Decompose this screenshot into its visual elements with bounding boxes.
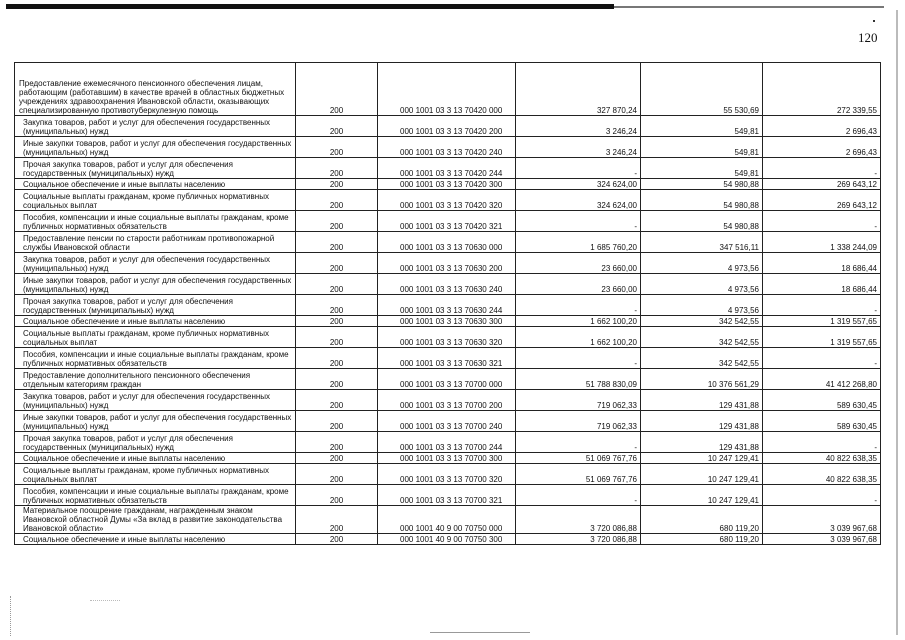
row-code-cell: 200	[296, 190, 378, 211]
row-remaining-cell: 1 319 557,65	[763, 327, 881, 348]
row-kbk-cell: 000 1001 03 3 13 70630 200	[378, 253, 516, 274]
row-approved-cell: 324 624,00	[516, 190, 641, 211]
row-code-cell: 200	[296, 295, 378, 316]
row-executed-cell: 4 973,56	[641, 253, 763, 274]
row-name-cell: Социальное обеспечение и иные выплаты населению	[15, 534, 296, 545]
row-approved-cell: -	[516, 432, 641, 453]
row-approved-cell: 719 062,33	[516, 411, 641, 432]
table-row	[15, 63, 881, 116]
table-row	[15, 295, 881, 316]
row-name-cell: Иные закупки товаров, работ и услуг для обеспечения государственных (муниципальных) нужд	[15, 274, 296, 295]
table-row	[15, 211, 881, 232]
row-remaining-cell: 40 822 638,35	[763, 453, 881, 464]
row-kbk-cell: 000 1001 03 3 13 70420 300	[378, 179, 516, 190]
table-row	[15, 158, 881, 179]
table-row	[15, 232, 881, 253]
row-approved-cell: 1 662 100,20	[516, 316, 641, 327]
row-code-cell: 200	[296, 327, 378, 348]
row-kbk-cell: 000 1001 03 3 13 70700 320	[378, 464, 516, 485]
row-remaining-cell: 18 686,44	[763, 253, 881, 274]
row-executed-cell: 347 516,11	[641, 232, 763, 253]
row-name-cell: Пособия, компенсации и иные социальные выплаты гражданам, кроме публичных нормативных обязательств	[15, 211, 296, 232]
row-kbk-cell: 000 1001 40 9 00 70750 000	[378, 506, 516, 534]
row-code-cell: 200	[296, 369, 378, 390]
row-code-cell: 200	[296, 211, 378, 232]
row-code-cell: 200	[296, 453, 378, 464]
row-approved-cell: -	[516, 158, 641, 179]
row-remaining-cell: 41 412 268,80	[763, 369, 881, 390]
row-kbk-cell: 000 1001 03 3 13 70700 200	[378, 390, 516, 411]
row-kbk-cell: 000 1001 03 3 13 70630 320	[378, 327, 516, 348]
row-kbk-cell: 000 1001 03 3 13 70630 244	[378, 295, 516, 316]
row-executed-cell: 129 431,88	[641, 411, 763, 432]
row-code-cell: 200	[296, 348, 378, 369]
bottom-rule-dotted	[90, 600, 120, 602]
row-approved-cell: -	[516, 348, 641, 369]
row-kbk-cell: 000 1001 03 3 13 70630 000	[378, 232, 516, 253]
row-executed-cell: 10 376 561,29	[641, 369, 763, 390]
row-code-cell: 200	[296, 506, 378, 534]
row-approved-cell: -	[516, 485, 641, 506]
row-code-cell: 200	[296, 534, 378, 545]
row-name-cell: Закупка товаров, работ и услуг для обеспечения государственных (муниципальных) нужд	[15, 116, 296, 137]
row-executed-cell: 342 542,55	[641, 316, 763, 327]
row-kbk-cell: 000 1001 03 3 13 70420 200	[378, 116, 516, 137]
table-row	[15, 453, 881, 464]
row-code-cell: 200	[296, 316, 378, 327]
row-kbk-cell: 000 1001 03 3 13 70700 321	[378, 485, 516, 506]
row-approved-cell: 51 069 767,76	[516, 453, 641, 464]
page-edge	[896, 10, 898, 635]
row-remaining-cell: 3 039 967,68	[763, 534, 881, 545]
row-approved-cell: 327 870,24	[516, 63, 641, 116]
row-code-cell: 200	[296, 464, 378, 485]
row-executed-cell: 549,81	[641, 116, 763, 137]
row-approved-cell: 51 069 767,76	[516, 464, 641, 485]
row-executed-cell: 680 119,20	[641, 506, 763, 534]
row-code-cell: 200	[296, 63, 378, 116]
row-name-cell: Предоставление пенсии по старости работникам противопожарной службы Ивановской области	[15, 232, 296, 253]
bottom-rule	[430, 632, 530, 633]
row-kbk-cell: 000 1001 03 3 13 70420 244	[378, 158, 516, 179]
table-row	[15, 369, 881, 390]
row-approved-cell: 3 720 086,88	[516, 506, 641, 534]
table-row	[15, 348, 881, 369]
table-row	[15, 390, 881, 411]
top-border-line	[614, 6, 884, 8]
scan-dot	[873, 20, 875, 22]
row-executed-cell: 680 119,20	[641, 534, 763, 545]
table-row	[15, 327, 881, 348]
row-kbk-cell: 000 1001 03 3 13 70700 240	[378, 411, 516, 432]
row-remaining-cell: 3 039 967,68	[763, 506, 881, 534]
table-row	[15, 534, 881, 545]
row-approved-cell: 719 062,33	[516, 390, 641, 411]
row-approved-cell: 1 685 760,20	[516, 232, 641, 253]
row-executed-cell: 129 431,88	[641, 390, 763, 411]
row-code-cell: 200	[296, 390, 378, 411]
row-approved-cell: 1 662 100,20	[516, 327, 641, 348]
row-kbk-cell: 000 1001 03 3 13 70420 320	[378, 190, 516, 211]
row-approved-cell: 3 720 086,88	[516, 534, 641, 545]
row-name-cell: Социальное обеспечение и иные выплаты населению	[15, 316, 296, 327]
row-name-cell: Закупка товаров, работ и услуг для обеспечения государственных (муниципальных) нужд	[15, 390, 296, 411]
row-remaining-cell: 589 630,45	[763, 390, 881, 411]
row-remaining-cell: -	[763, 158, 881, 179]
budget-table	[14, 62, 881, 545]
row-executed-cell: 54 980,88	[641, 190, 763, 211]
row-kbk-cell: 000 1001 03 3 13 70630 321	[378, 348, 516, 369]
table-row	[15, 464, 881, 485]
table-row	[15, 506, 881, 534]
row-executed-cell: 342 542,55	[641, 327, 763, 348]
row-approved-cell: 23 660,00	[516, 274, 641, 295]
row-executed-cell: 55 530,69	[641, 63, 763, 116]
row-remaining-cell: -	[763, 485, 881, 506]
row-kbk-cell: 000 1001 03 3 13 70630 240	[378, 274, 516, 295]
row-remaining-cell: -	[763, 348, 881, 369]
row-kbk-cell: 000 1001 03 3 13 70420 240	[378, 137, 516, 158]
row-kbk-cell: 000 1001 03 3 13 70700 300	[378, 453, 516, 464]
row-code-cell: 200	[296, 411, 378, 432]
row-name-cell: Материальное поощрение гражданам, награжденным знаком Ивановской областной Думы «За вклад в развитие законодательства Ивановской области»	[15, 506, 296, 534]
row-name-cell: Социальные выплаты гражданам, кроме публичных нормативных социальных выплат	[15, 464, 296, 485]
row-name-cell: Прочая закупка товаров, работ и услуг для обеспечения государственных (муниципальных) нужд	[15, 295, 296, 316]
row-code-cell: 200	[296, 485, 378, 506]
row-approved-cell: -	[516, 295, 641, 316]
table-row	[15, 485, 881, 506]
row-executed-cell: 129 431,88	[641, 432, 763, 453]
row-remaining-cell: 1 338 244,09	[763, 232, 881, 253]
table-row	[15, 190, 881, 211]
row-remaining-cell: 589 630,45	[763, 411, 881, 432]
row-code-cell: 200	[296, 232, 378, 253]
row-remaining-cell: 18 686,44	[763, 274, 881, 295]
table-row	[15, 432, 881, 453]
row-executed-cell: 54 980,88	[641, 179, 763, 190]
top-border-bar	[6, 4, 614, 9]
table-row	[15, 411, 881, 432]
row-code-cell: 200	[296, 432, 378, 453]
row-executed-cell: 10 247 129,41	[641, 485, 763, 506]
row-name-cell: Социальное обеспечение и иные выплаты населению	[15, 179, 296, 190]
row-kbk-cell: 000 1001 03 3 13 70630 300	[378, 316, 516, 327]
table-row	[15, 137, 881, 158]
row-remaining-cell: -	[763, 295, 881, 316]
row-name-cell: Закупка товаров, работ и услуг для обеспечения государственных (муниципальных) нужд	[15, 253, 296, 274]
row-remaining-cell: 272 339,55	[763, 63, 881, 116]
table-row	[15, 253, 881, 274]
row-remaining-cell: 2 696,43	[763, 116, 881, 137]
row-name-cell: Социальные выплаты гражданам, кроме публичных нормативных социальных выплат	[15, 190, 296, 211]
row-code-cell: 200	[296, 116, 378, 137]
row-kbk-cell: 000 1001 03 3 13 70700 244	[378, 432, 516, 453]
table-row	[15, 116, 881, 137]
budget-table-body	[15, 63, 881, 545]
row-remaining-cell: -	[763, 432, 881, 453]
row-kbk-cell: 000 1001 03 3 13 70420 321	[378, 211, 516, 232]
row-approved-cell: -	[516, 211, 641, 232]
table-row	[15, 179, 881, 190]
row-name-cell: Прочая закупка товаров, работ и услуг для обеспечения государственных (муниципальных) нужд	[15, 432, 296, 453]
row-executed-cell: 342 542,55	[641, 348, 763, 369]
row-executed-cell: 10 247 129,41	[641, 464, 763, 485]
row-code-cell: 200	[296, 253, 378, 274]
row-name-cell: Прочая закупка товаров, работ и услуг для обеспечения государственных (муниципальных) нужд	[15, 158, 296, 179]
row-remaining-cell: 269 643,12	[763, 179, 881, 190]
row-code-cell: 200	[296, 274, 378, 295]
row-approved-cell: 23 660,00	[516, 253, 641, 274]
row-code-cell: 200	[296, 158, 378, 179]
row-name-cell: Пособия, компенсации и иные социальные выплаты гражданам, кроме публичных нормативных обязательств	[15, 485, 296, 506]
row-approved-cell: 324 624,00	[516, 179, 641, 190]
row-code-cell: 200	[296, 137, 378, 158]
row-approved-cell: 3 246,24	[516, 116, 641, 137]
row-executed-cell: 4 973,56	[641, 295, 763, 316]
row-approved-cell: 3 246,24	[516, 137, 641, 158]
row-executed-cell: 549,81	[641, 137, 763, 158]
row-name-cell: Пособия, компенсации и иные социальные выплаты гражданам, кроме публичных нормативных обязательств	[15, 348, 296, 369]
row-executed-cell: 10 247 129,41	[641, 453, 763, 464]
row-remaining-cell: -	[763, 211, 881, 232]
row-name-cell: Иные закупки товаров, работ и услуг для обеспечения государственных (муниципальных) нужд	[15, 137, 296, 158]
row-kbk-cell: 000 1001 40 9 00 70750 300	[378, 534, 516, 545]
row-remaining-cell: 269 643,12	[763, 190, 881, 211]
row-name-cell: Предоставление ежемесячного пенсионного обеспечения лицам, работающим (работавшим) в качестве врачей в областных бюджетных учреждениях здравоохранения Ивановской области, оказывающих специализированную противотуберкулезную помощь	[15, 63, 296, 116]
row-name-cell: Социальное обеспечение и иные выплаты населению	[15, 453, 296, 464]
row-remaining-cell: 2 696,43	[763, 137, 881, 158]
row-name-cell: Иные закупки товаров, работ и услуг для обеспечения государственных (муниципальных) нужд	[15, 411, 296, 432]
row-remaining-cell: 1 319 557,65	[763, 316, 881, 327]
scan-mark	[10, 596, 12, 636]
row-approved-cell: 51 788 830,09	[516, 369, 641, 390]
row-kbk-cell: 000 1001 03 3 13 70420 000	[378, 63, 516, 116]
row-remaining-cell: 40 822 638,35	[763, 464, 881, 485]
row-executed-cell: 4 973,56	[641, 274, 763, 295]
row-name-cell: Социальные выплаты гражданам, кроме публичных нормативных социальных выплат	[15, 327, 296, 348]
row-code-cell: 200	[296, 179, 378, 190]
row-executed-cell: 54 980,88	[641, 211, 763, 232]
row-kbk-cell: 000 1001 03 3 13 70700 000	[378, 369, 516, 390]
table-row	[15, 274, 881, 295]
row-executed-cell: 549,81	[641, 158, 763, 179]
page-number: 120	[858, 30, 878, 45]
row-name-cell: Предоставление дополнительного пенсионного обеспечения отдельным категориям граждан	[15, 369, 296, 390]
table-row	[15, 316, 881, 327]
